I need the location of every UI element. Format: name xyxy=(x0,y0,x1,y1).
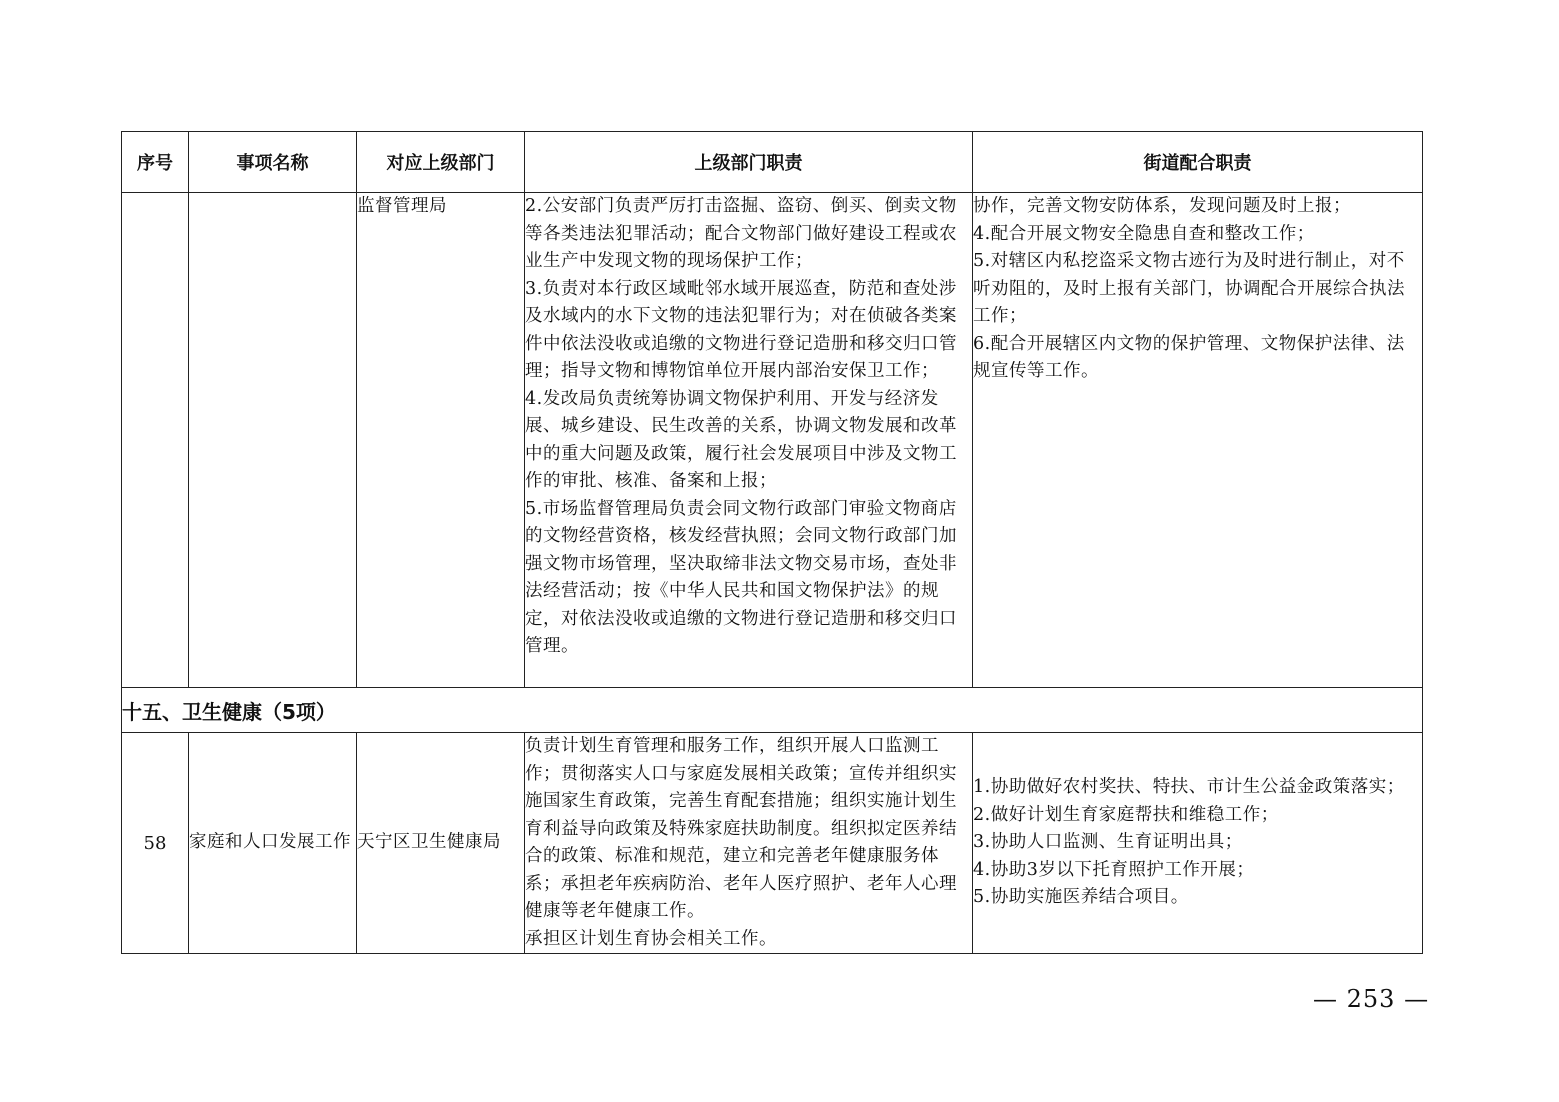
cell-dept: 天宁区卫生健康局 xyxy=(357,733,525,954)
duty-line: 3.负责对本行政区域毗邻水域开展巡查，防范和查处涉及水域内的水下文物的违法犯罪行为；对在侦破各类案件中依法没收或追缴的文物进行登记造册和移交归口管理；指导文物和博物馆单位开展内部治安保卫工作； xyxy=(525,278,957,381)
section-title: 十五、卫生健康（5项） xyxy=(122,688,1423,733)
duty-line: 承担区计划生育协会相关工作。 xyxy=(525,928,777,949)
page-number: — 253 — xyxy=(1313,985,1430,1013)
duty-line: 5.市场监督管理局负责会同文物行政部门审验文物商店的文物经营资格，核发经营执照；会同文物行政部门加强文物市场管理，坚决取缔非法文物交易市场，查处非法经营活动；按《中华人民共和国文物保护法》的规定，对依法没收或追缴的文物进行登记造册和移交归口管理。 xyxy=(525,498,957,656)
cell-item-name: 家庭和人口发展工作 xyxy=(189,733,357,954)
duty-line: 2.公安部门负责严厉打击盗掘、盗窃、倒买、倒卖文物等各类违法犯罪活动；配合文物部门做好建设工程或农业生产中发现文物的现场保护工作； xyxy=(525,196,957,271)
header-dept-duties: 上级部门职责 xyxy=(525,132,973,193)
street-duty-line: 4.协助3岁以下托育照护工作开展； xyxy=(973,859,1255,880)
table-header-row xyxy=(122,132,1423,193)
header-street-duties: 街道配合职责 xyxy=(973,132,1423,193)
duty-line: 负责计划生育管理和服务工作，组织开展人口监测工作；贯彻落实人口与家庭发展相关政策；宣传并组织实施国家生育政策，完善生育配套措施；组织实施计划生育利益导向政策及特殊家庭扶助制度。组织拟定医养结合的政策、标准和规范，建立和完善老年健康服务体系；承担老年疾病防治、老年人医疗照护、老年人心理健康等老年健康工作。 xyxy=(525,736,957,921)
street-duty-line: 3.协助人口监测、生育证明出具； xyxy=(973,832,1243,853)
section-row xyxy=(122,688,1423,733)
cell-dept-duties xyxy=(525,193,973,688)
cell-seq: 58 xyxy=(122,733,189,954)
cell-seq xyxy=(122,193,189,688)
street-duty-line: 1.协助做好农村奖扶、特扶、市计生公益金政策落实； xyxy=(973,777,1405,798)
street-duty-line: 2.做好计划生育家庭帮扶和维稳工作； xyxy=(973,804,1279,825)
header-item-name: 事项名称 xyxy=(189,132,357,193)
header-seq: 序号 xyxy=(122,132,189,193)
duty-line: 4.发改局负责统筹协调文物保护利用、开发与经济发展、城乡建设、民生改善的关系，协调文物发展和改革中的重大问题及政策，履行社会发展项目中涉及文物工作的审批、核准、备案和上报； xyxy=(525,388,957,491)
cell-street-duties xyxy=(973,733,1423,954)
table-row-continued xyxy=(122,193,1423,688)
responsibility-table xyxy=(121,131,1423,954)
cell-dept-duties xyxy=(525,733,973,954)
header-dept: 对应上级部门 xyxy=(357,132,525,193)
street-duty-line: 5.对辖区内私挖盗采文物古迹行为及时进行制止，对不听劝阻的，及时上报有关部门，协调配合开展综合执法工作； xyxy=(973,251,1405,326)
street-duty-line: 6.配合开展辖区内文物的保护管理、文物保护法律、法规宣传等工作。 xyxy=(973,333,1405,381)
cell-dept: 监督管理局 xyxy=(357,193,525,688)
street-duty-line: 4.配合开展文物安全隐患自查和整改工作； xyxy=(973,223,1315,244)
cell-item-name xyxy=(189,193,357,688)
table-row xyxy=(122,733,1423,954)
cell-street-duties xyxy=(973,193,1423,688)
street-duty-line: 5.协助实施医养结合项目。 xyxy=(973,887,1189,908)
street-duty-line: 协作，完善文物安防体系，发现问题及时上报； xyxy=(973,196,1351,216)
